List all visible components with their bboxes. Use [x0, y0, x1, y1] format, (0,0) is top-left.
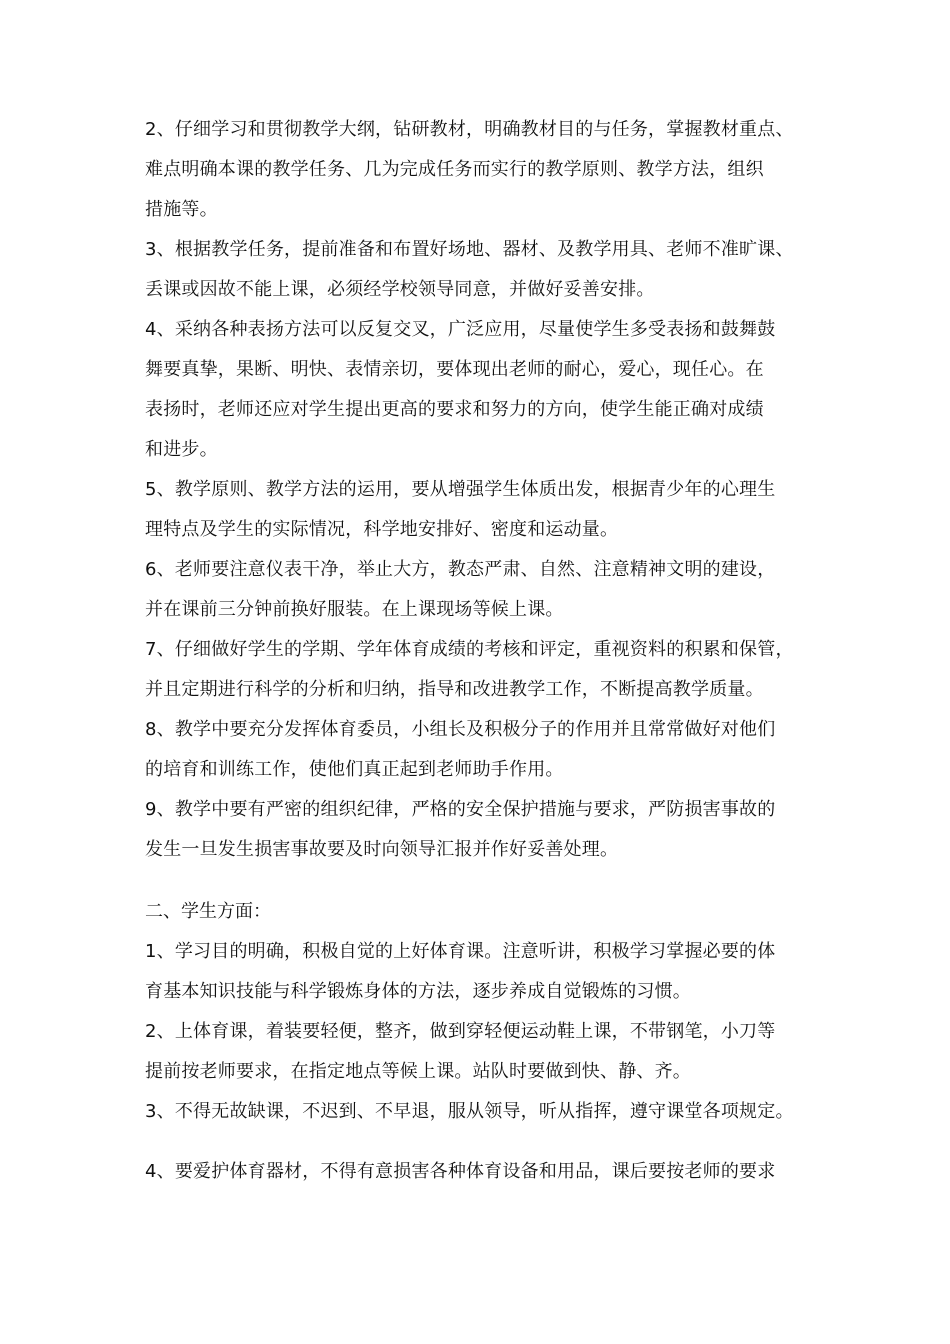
list-item [145, 480, 835, 540]
list-item [145, 942, 835, 1002]
text-line: 1、学习目的明确，积极自觉的上好体育课。注意听讲，积极学习掌握必要的体 [145, 941, 776, 962]
list-item [145, 120, 835, 220]
list-item [145, 560, 835, 620]
list-item [145, 1022, 835, 1082]
section-heading: 二、学生方面： [145, 901, 271, 922]
text-line: 8、教学中要充分发挥体育委员，小组长及积极分子的作用并且常常做好对他们 [145, 719, 776, 740]
text-line: 3、根据教学任务，提前准备和布置好场地、器材、及教学用具、老师不准旷课、 [145, 239, 794, 260]
text-line: 理特点及学生的实际情况，科学地安排好、密度和运动量。 [145, 519, 619, 540]
document-page [145, 120, 835, 1202]
list-item [145, 640, 835, 700]
text-line: 4、要爱护体育器材，不得有意损害各种体育设备和用品，课后要按老师的要求 [145, 1161, 776, 1182]
text-line: 表扬时，老师还应对学生提出更高的要求和努力的方向，使学生能正确对成绩 [145, 399, 764, 420]
text-line: 难点明确本课的教学任务、几为完成任务而实行的教学原则、教学方法，组织 [145, 159, 764, 180]
text-line: 发生一旦发生损害事故要及时向领导汇报并作好妥善处理。 [145, 839, 619, 860]
text-line: 2、上体育课，着装要轻便，整齐，做到穿轻便运动鞋上课，不带钢笔，小刀等 [145, 1021, 776, 1042]
text-line: 舞要真挚，果断、明快、表情亲切，要体现出老师的耐心，爱心，现任心。在 [145, 359, 764, 380]
list-item [145, 720, 835, 780]
text-line: 的培育和训练工作，使他们真正起到老师助手作用。 [145, 759, 564, 780]
text-line: 6、老师要注意仪表干净，举止大方，教态严肃、自然、注意精神文明的建设， [145, 559, 776, 580]
text-line: 4、采纳各种表扬方法可以反复交叉，广泛应用，尽量使学生多受表扬和鼓舞鼓 [145, 319, 776, 340]
list-item [145, 1162, 835, 1182]
text-line: 5、教学原则、教学方法的运用，要从增强学生体质出发，根据青少年的心理生 [145, 479, 776, 500]
text-line: 并在课前三分钟前换好服装。在上课现场等候上课。 [145, 599, 564, 620]
text-line: 丢课或因故不能上课，必须经学校领导同意，并做好妥善安排。 [145, 279, 655, 300]
list-item [145, 320, 835, 460]
text-line: 育基本知识技能与科学锻炼身体的方法，逐步养成自觉锻炼的习惯。 [145, 981, 691, 1002]
text-line: 并且定期进行科学的分析和归纳，指导和改进教学工作，不断提高教学质量。 [145, 679, 764, 700]
text-line: 和进步。 [145, 439, 218, 460]
text-line: 提前按老师要求，在指定地点等候上课。站队时要做到快、静、齐。 [145, 1061, 691, 1082]
list-item [145, 240, 835, 300]
list-item [145, 800, 835, 860]
text-line: 措施等。 [145, 199, 218, 220]
text-line: 7、仔细做好学生的学期、学年体育成绩的考核和评定，重视资料的积累和保管， [145, 639, 794, 660]
list-item [145, 1102, 835, 1122]
text-line: 2、仔细学习和贯彻教学大纲，钻研教材，明确教材目的与任务，掌握教材重点、 [145, 119, 794, 140]
text-line: 9、教学中要有严密的组织纪律，严格的安全保护措施与要求，严防损害事故的 [145, 799, 776, 820]
text-line: 3、不得无故缺课，不迟到、不早退，服从领导，听从指挥，遵守课堂各项规定。 [145, 1101, 794, 1122]
